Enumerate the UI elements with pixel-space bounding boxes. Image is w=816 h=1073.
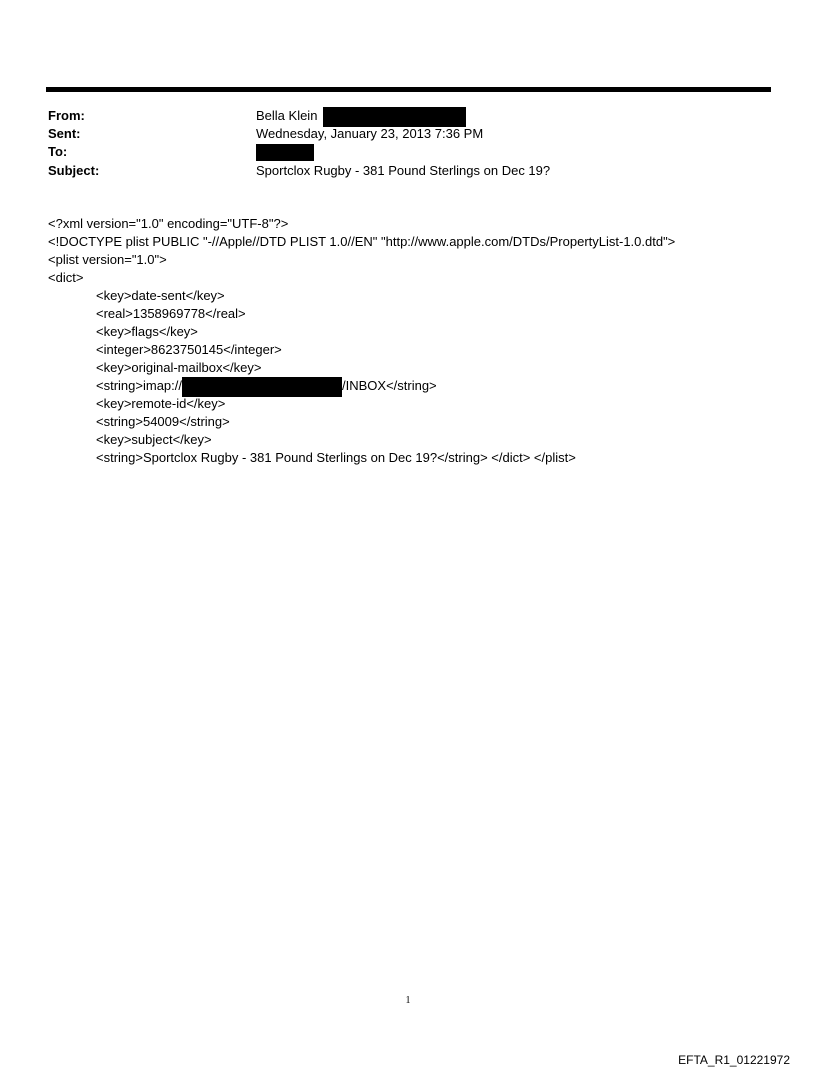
sent-label: Sent: bbox=[48, 126, 81, 141]
body-line: <key>flags</key> bbox=[96, 324, 198, 339]
body-line: <real>1358969778</real> bbox=[96, 306, 246, 321]
body-line: <string>Sportclox Rugby - 381 Pound Sterlings on Dec 19?</string> </dict> </plist> bbox=[96, 450, 576, 465]
from-name: Bella Klein bbox=[256, 108, 318, 123]
redaction-box bbox=[182, 377, 342, 397]
from-label: From: bbox=[48, 108, 85, 123]
body-line: <key>original-mailbox</key> bbox=[96, 360, 262, 375]
page-number: 1 bbox=[405, 995, 411, 1006]
body-line: <!DOCTYPE plist PUBLIC "-//Apple//DTD PLIST 1.0//EN" "http://www.apple.com/DTDs/PropertyList-1.0.dtd"> bbox=[48, 234, 676, 249]
to-label: To: bbox=[48, 144, 68, 159]
redaction-box bbox=[323, 107, 466, 127]
subject-value: Sportclox Rugby - 381 Pound Sterlings on Dec 19? bbox=[256, 163, 551, 178]
body-line: <dict> bbox=[48, 270, 84, 285]
bates-number: EFTA_R1_01221972 bbox=[678, 1053, 790, 1067]
to-value bbox=[256, 143, 314, 161]
mailbox-suffix: /INBOX</string> bbox=[342, 378, 437, 393]
mailbox-prefix: <string>imap:// bbox=[96, 378, 182, 393]
redaction-box bbox=[256, 144, 314, 161]
body-line: <string>54009</string> bbox=[96, 414, 230, 429]
email-body bbox=[48, 215, 675, 467]
body-line: <key>subject</key> bbox=[96, 432, 212, 447]
from-value bbox=[256, 107, 466, 127]
sent-value: Wednesday, January 23, 2013 7:36 PM bbox=[256, 126, 484, 141]
body-line-mailbox bbox=[48, 377, 675, 395]
body-line: <?xml version="1.0" encoding="UTF-8"?> bbox=[48, 216, 289, 231]
body-line: <plist version="1.0"> bbox=[48, 252, 167, 267]
body-line: <integer>8623750145</integer> bbox=[96, 342, 282, 357]
header-rule bbox=[46, 87, 771, 92]
body-line: <key>date-sent</key> bbox=[96, 288, 225, 303]
subject-label: Subject: bbox=[48, 163, 100, 178]
body-line: <key>remote-id</key> bbox=[96, 396, 226, 411]
